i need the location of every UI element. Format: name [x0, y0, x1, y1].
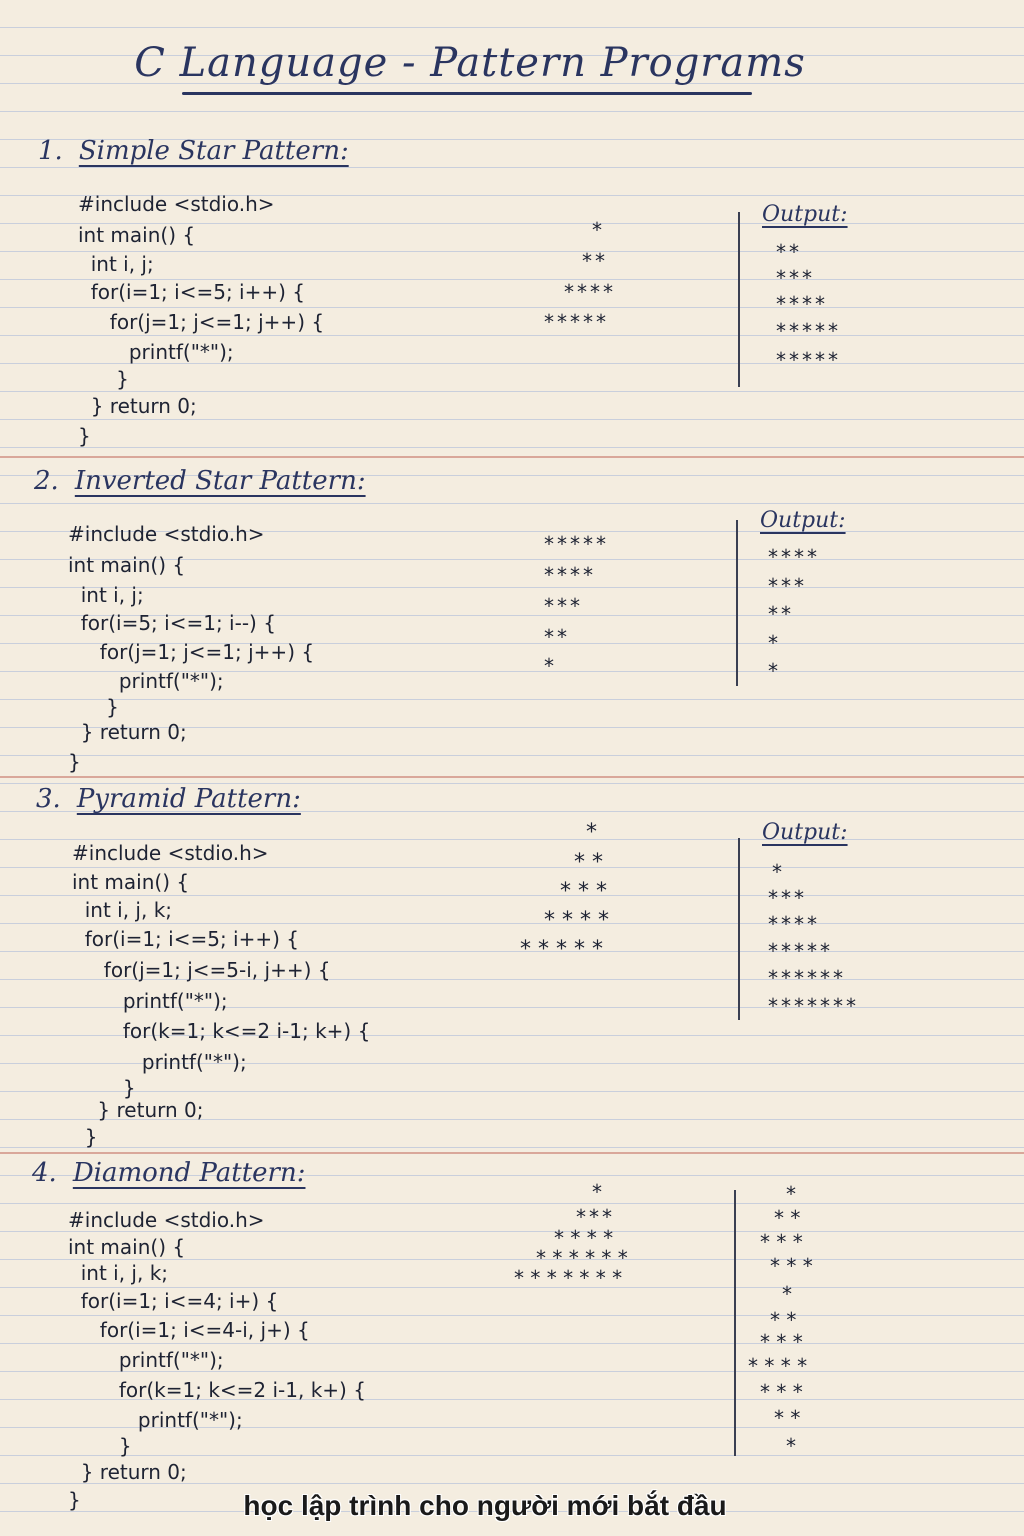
- output-row: ***: [768, 886, 807, 910]
- output-row: ******: [768, 966, 846, 990]
- output-row: *: [768, 659, 781, 683]
- code-line: #include <stdio.h>: [68, 522, 265, 546]
- pattern-row: *****: [544, 310, 609, 334]
- section-number: 3.: [36, 784, 61, 814]
- section-heading: [32, 1158, 305, 1188]
- code-line: for(i=1; i<=4; i+) {: [68, 1289, 279, 1313]
- pattern-row: ***: [544, 594, 583, 618]
- code-line: } return 0;: [72, 1098, 204, 1122]
- section-divider: [0, 1152, 1024, 1154]
- code-line: int main() {: [78, 223, 196, 247]
- output-divider: [734, 1190, 736, 1456]
- pattern-row: *: [592, 1180, 605, 1204]
- code-line: int i, j;: [78, 252, 154, 276]
- code-line: int main() {: [68, 553, 186, 577]
- output-row: **: [768, 602, 794, 626]
- code-line: }: [78, 424, 91, 448]
- code-line: int main() {: [72, 870, 190, 894]
- output-row: ****: [768, 912, 820, 936]
- code-line: int i, j, k;: [72, 898, 173, 922]
- output-row: * *: [774, 1406, 801, 1430]
- section-heading: [36, 784, 301, 814]
- code-line: printf("*");: [68, 669, 224, 693]
- output-row: *: [782, 1282, 792, 1306]
- code-line: for(i=1; i<=5; i++) {: [72, 927, 300, 951]
- section-title: Diamond Pattern:: [72, 1158, 306, 1188]
- output-divider: [738, 838, 740, 1020]
- code-line: for(i=1; i<=4-i, j+) {: [68, 1318, 310, 1342]
- code-line: printf("*");: [68, 1348, 224, 1372]
- output-row: ****: [776, 292, 828, 316]
- output-row: *****: [776, 348, 841, 372]
- output-row: * * *: [760, 1380, 803, 1404]
- pattern-row: ***: [576, 1205, 615, 1229]
- code-line: }: [68, 1488, 81, 1512]
- section-number: 2.: [34, 466, 59, 496]
- pattern-row: * * * *: [554, 1226, 614, 1250]
- code-line: for(i=5; i<=1; i--) {: [68, 611, 276, 635]
- output-row: *: [768, 631, 781, 655]
- pattern-row: ****: [564, 280, 616, 304]
- output-row: *****: [768, 939, 833, 963]
- output-label: Output:: [762, 820, 848, 845]
- code-line: #include <stdio.h>: [68, 1208, 265, 1232]
- code-block: [68, 1208, 366, 1520]
- section-title: Pyramid Pattern:: [76, 784, 301, 814]
- pattern-row: *: [586, 820, 600, 845]
- page-title: C Language - Pattern Programs: [134, 40, 806, 86]
- pattern-row: * * * * * *: [536, 1246, 628, 1270]
- output-row: * * * *: [748, 1354, 808, 1378]
- pattern-row: *: [544, 654, 557, 678]
- pattern-row: * *: [574, 850, 603, 875]
- output-row: *******: [768, 994, 859, 1018]
- pattern-row: *****: [544, 532, 609, 556]
- code-line: printf("*");: [72, 1050, 247, 1074]
- code-line: }: [72, 1125, 98, 1149]
- output-row: * * *: [760, 1230, 803, 1254]
- section-heading: [38, 136, 349, 166]
- code-block: [72, 841, 371, 1153]
- code-line: int i, j;: [68, 583, 144, 607]
- code-line: for(i=1; i<=5; i++) {: [78, 280, 306, 304]
- output-divider: [738, 212, 740, 387]
- code-line: #include <stdio.h>: [78, 192, 275, 216]
- code-line: for(j=1; j<=5-i, j++) {: [72, 958, 331, 982]
- code-line: printf("*");: [72, 989, 228, 1013]
- pattern-row: * * *: [560, 879, 607, 904]
- pattern-row: **: [544, 625, 570, 649]
- code-line: }: [68, 750, 81, 774]
- section-divider: [0, 456, 1024, 458]
- section-heading: [34, 466, 366, 496]
- code-line: int i, j, k;: [68, 1261, 169, 1285]
- code-line: }: [78, 367, 129, 391]
- section-title: Inverted Star Pattern:: [74, 466, 366, 496]
- output-row: * *: [774, 1206, 801, 1230]
- pattern-row: *: [592, 218, 605, 242]
- output-row: * * *: [770, 1254, 813, 1278]
- code-line: } return 0;: [68, 720, 187, 744]
- code-line: } return 0;: [78, 394, 197, 418]
- output-row: ***: [768, 574, 807, 598]
- output-row: *: [786, 1434, 796, 1458]
- code-line: printf("*");: [68, 1408, 243, 1432]
- output-divider: [736, 520, 738, 686]
- code-line: }: [68, 695, 119, 719]
- code-line: for(k=1; k<=2 i-1, k+) {: [68, 1378, 366, 1402]
- code-block: [68, 522, 315, 786]
- code-block: [78, 192, 325, 456]
- pattern-row: * * * *: [544, 908, 609, 933]
- output-row: ****: [768, 545, 820, 569]
- output-label: Output:: [762, 202, 848, 227]
- footer-caption: học lập trình cho người mới bắt đầu: [243, 1490, 727, 1521]
- output-label: Output:: [760, 508, 846, 533]
- output-row: ***: [776, 266, 815, 290]
- section-divider: [0, 776, 1024, 778]
- pattern-row: ****: [544, 563, 596, 587]
- code-line: for(k=1; k<=2 i-1; k+) {: [72, 1019, 371, 1043]
- output-row: * * *: [760, 1330, 803, 1354]
- output-row: **: [776, 240, 802, 264]
- output-row: *: [786, 1182, 796, 1206]
- section-number: 4.: [32, 1158, 57, 1188]
- pattern-row: * * * * *: [520, 937, 603, 962]
- output-row: * *: [770, 1308, 797, 1332]
- pattern-row: * * * * * * *: [514, 1266, 623, 1290]
- section-title: Simple Star Pattern:: [78, 136, 349, 166]
- code-line: for(j=1; j<=1; j++) {: [68, 640, 315, 664]
- section-number: 1.: [38, 136, 63, 166]
- code-line: printf("*");: [78, 340, 234, 364]
- output-row: *****: [776, 319, 841, 343]
- output-row: *: [772, 860, 785, 884]
- code-line: for(j=1; j<=1; j++) {: [78, 310, 325, 334]
- code-line: #include <stdio.h>: [72, 841, 269, 865]
- pattern-row: **: [582, 249, 608, 273]
- code-line: int main() {: [68, 1235, 186, 1259]
- code-line: }: [68, 1434, 132, 1458]
- title-underline: [182, 92, 752, 95]
- code-line: }: [72, 1076, 136, 1100]
- code-line: } return 0;: [68, 1460, 187, 1484]
